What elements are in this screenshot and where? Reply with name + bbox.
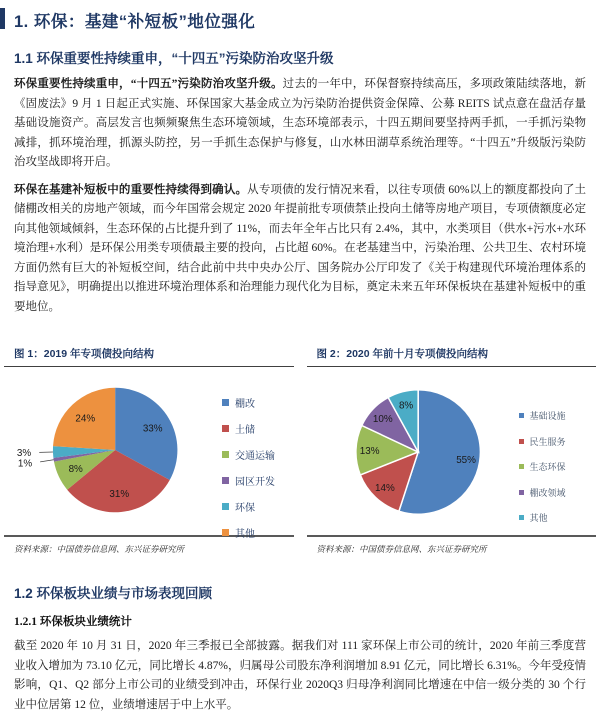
title-accent-bar	[0, 8, 5, 29]
legend-item-其他	[519, 511, 566, 524]
pie-data-label: 13%	[359, 446, 379, 457]
pie-data-label: 33%	[143, 423, 163, 434]
legend-swatch-icon	[222, 451, 229, 458]
pie-data-label: 55%	[456, 455, 476, 466]
legend-swatch-icon	[222, 503, 229, 510]
legend-swatch-icon	[222, 529, 229, 536]
pie-data-label: 8%	[69, 464, 83, 475]
legend-item-土储	[222, 421, 275, 436]
legend-swatch-icon	[222, 477, 229, 484]
pie-data-label: 3%	[17, 448, 31, 459]
figure-1	[4, 344, 294, 555]
figure-1-source: 资料来源：中国债券信息网、东兴证券研究所	[4, 537, 294, 555]
paragraph-policy-upgrade	[14, 75, 586, 173]
section-heading-1-1: 1.1 环保重要性持续重申，“十四五”污染防治攻坚升级	[14, 47, 586, 67]
legend-item-交通运输	[222, 447, 275, 462]
paragraph-text: 从专项债的发行情况来看，以往专项债 60%以上的额度都投向了土储棚改相关的房地产领域，而今年国常会规定 2020 年提前批专项债禁止投向土储等房地产项目，专项债额度必定向其他领域倾斜，生态环保的占比提升到了 11%，而去年全年占比只有 2.4%，其中，水类项目（供水+污水+水环境治理+水利）是环保公用类专项债最主要的投向，占比超 60%。在老基建当中，污染治理、公共卫生、农村环境方面仍然有巨大的补短板空间，结合此前中共中央办公厅、国务院办公厅印发了《关于构建现代环境治理体系的指导意见》，明确提出以推进环境治理体系和治理能力现代化为目标，奠定未来五年环保板块在基建补短板中的重要地位。	[14, 184, 586, 313]
legend-swatch-icon	[519, 439, 524, 444]
section-heading-1-2: 1.2 环保板块业绩与市场表现回顾	[14, 582, 586, 602]
figure-2-legend	[519, 409, 566, 524]
figure-1-chart-area	[4, 367, 294, 537]
pie-label-leader-line	[40, 460, 54, 462]
legend-swatch-icon	[222, 425, 229, 432]
figure-1-title: 图 1：2019 年专项债投向结构	[4, 344, 294, 367]
paragraph-special-bonds	[14, 181, 586, 318]
paragraph-lead: 环保重要性持续重申，“十四五”污染防治攻坚升级。	[14, 78, 283, 90]
legend-label: 棚改	[235, 395, 255, 410]
pie-data-label: 24%	[75, 414, 95, 425]
legend-swatch-icon	[519, 515, 524, 520]
pie-data-label: 8%	[398, 400, 412, 411]
paragraph-lead: 环保在基建补短板中的重要性持续得到确认。	[14, 184, 247, 196]
section-heading-1-2-1: 1.2.1 环保板块业绩统计	[14, 613, 586, 629]
legend-swatch-icon	[519, 490, 524, 495]
legend-item-环保	[222, 499, 275, 514]
legend-label: 土储	[235, 421, 255, 436]
paragraph-performance-stats	[14, 637, 586, 715]
pie-data-label: 14%	[375, 483, 395, 494]
figure-2-source: 资料来源：中国债券信息网、东兴证券研究所	[307, 537, 597, 555]
legend-label: 生态环保	[530, 460, 566, 473]
figure-2	[307, 344, 597, 555]
legend-label: 环保	[235, 499, 255, 514]
paragraph-text: 截至 2020 年 10 月 31 日，2020 年三季报已全部披露。据我们对 111 家环保上市公司的统计，2020 年前三季度营业收入增加为 73.10 亿元，同比增长 4.87%，归属母公司股东净利润增加 8.91 亿元，同比增长 6.31%。今年受疫情影响，Q1、Q2 部分上市公司的业绩受到冲击，环保行业 2020Q3 归母净利润同比增速在中信一级分类的 30 个行业中位居第 12 位，业绩增速居于中上水平。	[14, 640, 586, 711]
legend-item-民生服务	[519, 435, 566, 448]
legend-swatch-icon	[519, 464, 524, 469]
page-title	[0, 8, 586, 32]
legend-swatch-icon	[519, 413, 524, 418]
figure-1-legend	[222, 395, 275, 540]
paragraph-text: 过去的一年中，环保督察持续高压，多项政策陆续落地，新《固废法》9 月 1 日起正式实施、环保国家大基金成立为污染防治提供资金保障、公募 REITS 试点意在盘活存量基础设施资产。高层发言也频频聚焦生态环境领域，生态环境部表示，十四五期间要坚持两手抓，一手抓污染物减排，抓环境治理，抓源头防控，另一手抓生态保护与修复，山水林田湖草系统治理等。“十四五”升级版污染防治攻坚战即将开启。	[14, 78, 586, 168]
legend-label: 园区开发	[235, 473, 275, 488]
legend-item-其他	[222, 525, 275, 540]
page-title-text: 1. 环保：基建“补短板”地位强化	[14, 13, 255, 31]
legend-label: 其他	[530, 511, 548, 524]
legend-item-基础设施	[519, 409, 566, 422]
legend-item-生态环保	[519, 460, 566, 473]
legend-label: 其他	[235, 525, 255, 540]
legend-item-棚改	[222, 395, 275, 410]
pie-data-label: 31%	[109, 489, 129, 500]
legend-item-园区开发	[222, 473, 275, 488]
figure-2-chart-area	[307, 367, 597, 537]
figures-row	[4, 344, 596, 555]
pie-data-label: 10%	[372, 414, 392, 425]
legend-item-棚改领域	[519, 486, 566, 499]
legend-label: 棚改领域	[530, 486, 566, 499]
pie-data-label: 1%	[18, 459, 32, 470]
figure-2-title: 图 2：2020 年前十月专项债投向结构	[307, 344, 597, 367]
legend-label: 交通运输	[235, 447, 275, 462]
legend-label: 基础设施	[530, 409, 566, 422]
legend-label: 民生服务	[530, 435, 566, 448]
legend-swatch-icon	[222, 399, 229, 406]
